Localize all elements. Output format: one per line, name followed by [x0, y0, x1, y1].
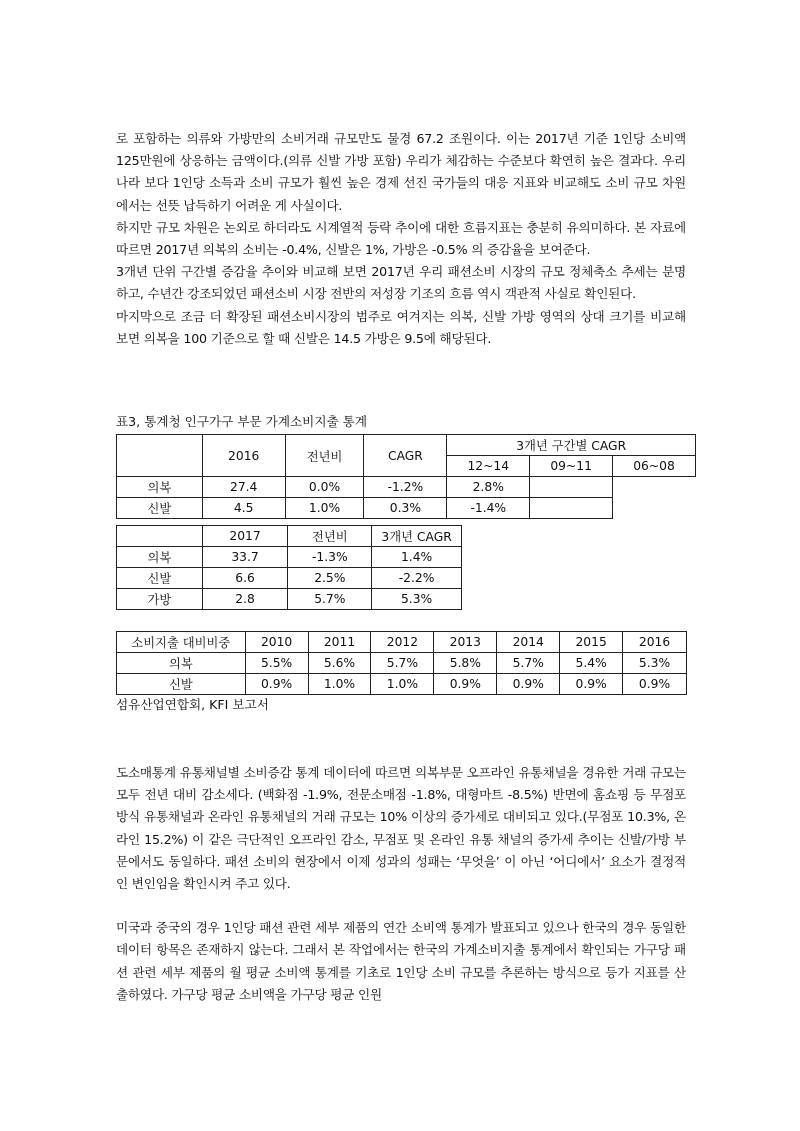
paragraph: 하지만 규모 차원은 논외로 하더라도 시계열적 등락 추이에 대한 흐름지표는 충분히 유의미하다. 본 자료에 따르면 2017년 의복의 소비는 -0.4%, 신발은 1%, 가방은 -0.5% 의 증감율을 보여준다.	[116, 219, 686, 258]
table-row	[117, 674, 687, 695]
table-cell: 0.3%	[364, 498, 447, 519]
table-cell: 5.5%	[245, 653, 308, 674]
body-text-top	[116, 128, 686, 350]
subheader-cell: 12~14	[447, 456, 530, 477]
table-row	[117, 568, 462, 589]
header-cell: 전년비	[285, 435, 364, 477]
table-cell: 0.9%	[623, 674, 687, 695]
table-row	[117, 589, 462, 610]
subheader-cell: 09~11	[530, 456, 613, 477]
table-cell: 4.5	[202, 498, 285, 519]
header-cell: 전년비	[288, 526, 372, 547]
table-cell: -1.3%	[288, 547, 372, 568]
table-cell: 1.0%	[371, 674, 434, 695]
row-label: 가방	[117, 589, 203, 610]
header-cell: CAGR	[364, 435, 447, 477]
row-label: 의복	[117, 477, 203, 498]
source-note: 섬유산업연합회, KFI 보고서	[116, 697, 269, 712]
consumption-table-2017	[116, 525, 462, 610]
header-cell: 2014	[497, 632, 560, 653]
table-cell: 33.7	[202, 547, 288, 568]
table-cell: 0.0%	[285, 477, 364, 498]
paragraph: 로 포함하는 의류와 가방만의 소비거래 규모만도 물경 67.2 조원이다. 이는 2017년 기준 1인당 소비액 125만원에 상응하는 금액이다.(의류 신발 가방 포함) 우리가 체감하는 수준보다 확연히 높은 결과다. 우리나라 보다 1인당 소득과 소비 규모가 훨씬 높은 경제 선진 국가들의 대응 지표와 비교해도 소비 규모 차원에서는 선뜻 납득하기 어려운 게 사실이다.	[116, 131, 686, 213]
paragraph: 도소매통계 유통채널별 소비증감 통계 데이터에 따르면 의복부문 오프라인 유통채널을 경유한 거래 규모는 모두 전년 대비 감소세다. (백화점 -1.9%, 전문소매점 -1.8%, 대형마트 -8.5%) 반면에 홈쇼핑 등 무점포방식 유통채널과 온라인 유통채널의 거래 규모는 10% 이상의 증가세로 대비되고 있다.(무점포 10.3%, 온라인 15.2%) 이 같은 극단적인 오프라인 감소, 무점포 및 온라인 유통 채널의 증가세 추이는 신발/가방 부문에서도 동일하다. 패션 소비의 현장에서 이제 성과의 성패는 ‘무엇을’ 이 아닌 ‘어디에서’ 요소가 결정적인 변인임을 확인시켜 주고 있다.	[116, 765, 686, 892]
consumption-share-table	[116, 631, 687, 695]
table-cell: 1.0%	[308, 674, 371, 695]
table-cell: 0.9%	[497, 674, 560, 695]
table-cell: -2.2%	[372, 568, 462, 589]
table-caption: 표3, 통계청 인구가구 부문 가계소비지출 통계	[116, 414, 368, 429]
paragraph: 3개년 단위 구간별 증감율 추이와 비교해 보면 2017년 우리 패션소비 시장의 규모 정체축소 추세는 분명하고, 수년간 강조되었던 패션소비 시장 전반의 저성장 기조의 흐름 역시 객관적 사실로 확인된다.	[116, 264, 686, 302]
header-cell: 2015	[560, 632, 623, 653]
table-row	[117, 498, 696, 519]
table-cell: 1.0%	[285, 498, 364, 519]
table-cell: 5.3%	[372, 589, 462, 610]
table-cell	[613, 498, 696, 519]
row-label: 신발	[117, 674, 246, 695]
row-label: 신발	[117, 498, 203, 519]
table-cell: 2.5%	[288, 568, 372, 589]
table-cell: -1.2%	[364, 477, 447, 498]
table-cell: 0.9%	[434, 674, 497, 695]
table-row	[117, 547, 462, 568]
table-cell: 5.7%	[371, 653, 434, 674]
table-cell: 6.6	[202, 568, 288, 589]
table-cell: 5.4%	[560, 653, 623, 674]
header-cell: 2012	[371, 632, 434, 653]
table-row	[117, 477, 696, 498]
table-cell: 27.4	[202, 477, 285, 498]
body-text-bottom	[116, 762, 686, 1006]
header-cell: 소비지출 대비비중	[117, 632, 246, 653]
table-cell: 2.8	[202, 589, 288, 610]
header-cell: 2011	[308, 632, 371, 653]
table-cell: 1.4%	[372, 547, 462, 568]
table-cell: 5.3%	[623, 653, 687, 674]
table-cell: 0.9%	[560, 674, 623, 695]
header-cell: 2017	[202, 526, 288, 547]
header-cell: 3개년 CAGR	[372, 526, 462, 547]
paragraph: 미국과 중국의 경우 1인당 패션 관련 세부 제품의 연간 소비액 통계가 발표되고 있으나 한국의 경우 동일한 데이터 항목은 존재하지 않는다. 그래서 본 작업에서는 한국의 가계소비지출 통계에서 확인되는 가구당 패션 관련 세부 제품의 월 평균 소비액 통계를 기초로 1인당 소비 규모를 추론하는 방식으로 등가 지표를 산출하였다. 가구당 평균 소비액을 가구당 평균 인원	[116, 920, 686, 1002]
blank-line	[116, 895, 686, 917]
table-cell: 2.8%	[447, 477, 530, 498]
header-cell: 2016	[623, 632, 687, 653]
table-cell: 0.9%	[245, 674, 308, 695]
consumption-table-2016	[116, 434, 696, 519]
table-cell: 5.6%	[308, 653, 371, 674]
table-row	[117, 653, 687, 674]
row-label: 의복	[117, 547, 203, 568]
table-cell	[613, 477, 696, 498]
header-cell: 2010	[245, 632, 308, 653]
row-label: 신발	[117, 568, 203, 589]
table-cell: 5.8%	[434, 653, 497, 674]
paragraph: 마지막으로 조금 더 확장된 패션소비시장의 범주로 여겨지는 의복, 신발 가방 영역의 상대 크기를 비교해 보면 의복을 100 기준으로 할 때 신발은 14.5 가방은 9.5에 해당된다.	[116, 308, 686, 346]
table-cell	[530, 498, 613, 519]
table-cell: 5.7%	[288, 589, 372, 610]
header-cell: 2016	[202, 435, 285, 477]
header-cell: 3개년 구간별 CAGR	[447, 435, 696, 456]
header-cell	[117, 526, 203, 547]
table-cell: 5.7%	[497, 653, 560, 674]
header-cell: 2013	[434, 632, 497, 653]
subheader-cell: 06~08	[613, 456, 696, 477]
table-cell	[530, 477, 613, 498]
table-cell: -1.4%	[447, 498, 530, 519]
header-cell	[117, 435, 203, 477]
row-label: 의복	[117, 653, 246, 674]
